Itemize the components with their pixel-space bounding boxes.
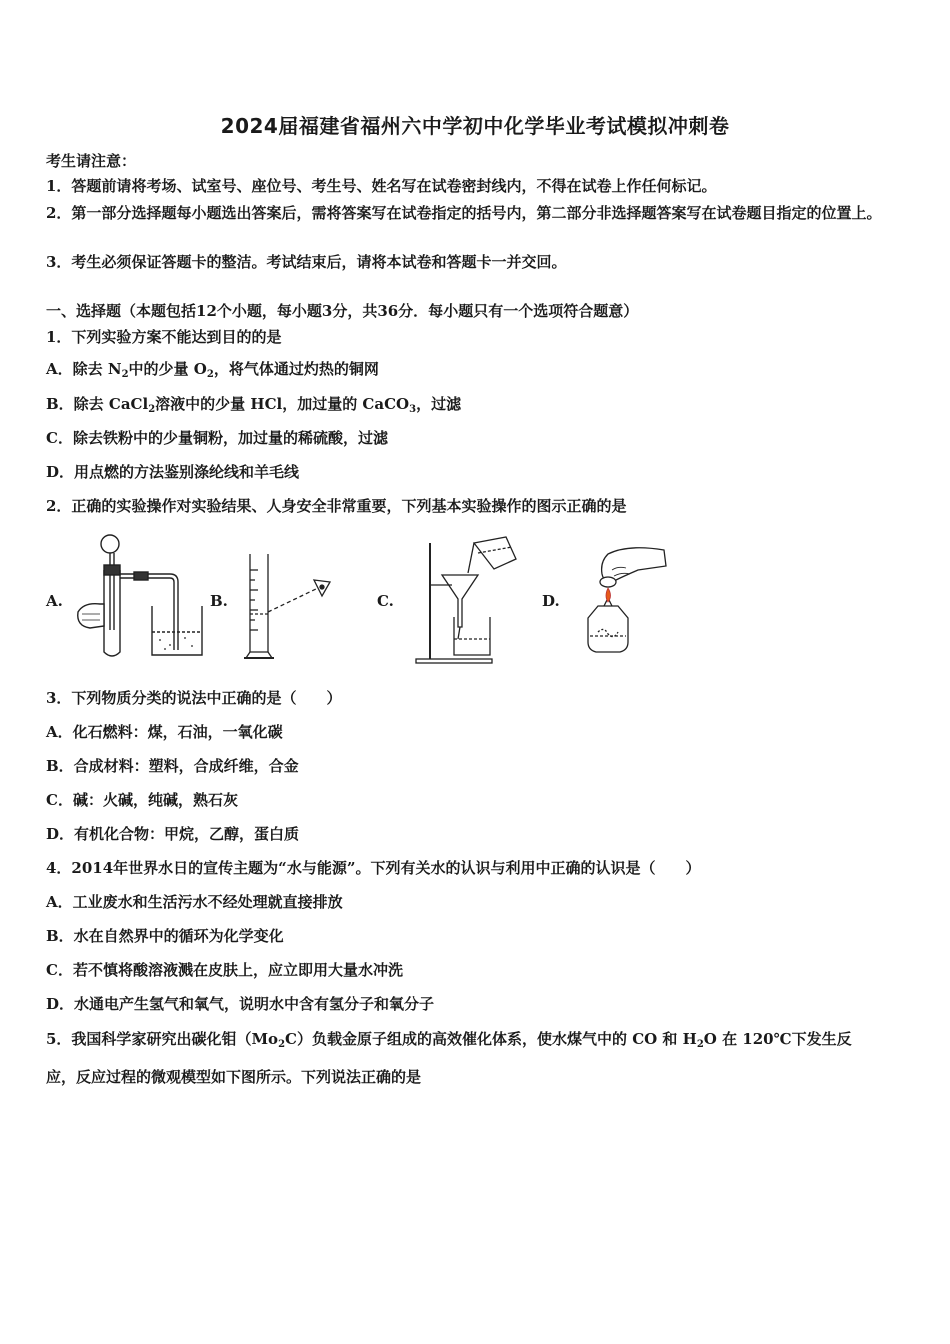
q1-option-d: D．用点燃的方法鉴别涤纶线和羊毛线 <box>46 463 300 481</box>
q4-stem: 4．2014年世界水日的宣传主题为“水与能源”。下列有关水的认识与利用中正确的认识是（ ） <box>46 859 701 877</box>
q4-option-c: C．若不慎将酸溶液溅在皮肤上，应立即用大量水冲洗 <box>46 961 403 979</box>
apparatus-c-figure <box>412 535 527 665</box>
q1-option-a: A．除去 $N_2$中的少量 $O_2$，将气体通过灼热的铜网 <box>46 360 379 380</box>
q3-stem: 3．下列物质分类的说法中正确的是（ ） <box>46 689 342 707</box>
q2-label-d: D. <box>542 592 560 610</box>
notice-item-2: 2．第一部分选择题每小题选出答案后，需将答案写在试卷指定的括号内，第二部分非选择题答案写在试卷题目指定的位置上。 <box>46 204 882 222</box>
q1-option-b: B．除去 CaCl$_2$溶液中的少量 HCl，加过量的 CaCO$_3$，过滤 <box>46 395 462 415</box>
notice-item-1: 1．答题前请将考场、试室号、座位号、考生号、姓名写在试卷密封线内，不得在试卷上作任何标记。 <box>46 177 717 195</box>
notice-heading: 考生请注意： <box>46 152 137 170</box>
q5-stem-line-2: 应，反应过程的微观模型如下图所示。下列说法正确的是 <box>46 1068 422 1086</box>
section-heading: 一、选择题（本题包括12个小题，每小题3分，共36分．每小题只有一个选项符合题意） <box>46 302 639 320</box>
apparatus-d-figure <box>568 540 673 665</box>
q2-label-b: B. <box>210 592 228 610</box>
q3-option-a: A．化石燃料：煤，石油，一氧化碳 <box>46 723 283 741</box>
q4-option-a: A．工业废水和生活污水不经处理就直接排放 <box>46 893 343 911</box>
q2-label-c: C. <box>377 592 394 610</box>
notice-item-3: 3．考生必须保证答题卡的整洁。考试结束后，请将本试卷和答题卡一并交回。 <box>46 253 567 271</box>
page-title: 2024届福建省福州六中学初中化学毕业考试模拟冲刺卷 <box>220 114 730 138</box>
apparatus-b-figure <box>238 550 338 665</box>
q2-stem: 2．正确的实验操作对实验结果、人身安全非常重要，下列基本实验操作的图示正确的是 <box>46 497 627 515</box>
q3-option-c: C．碱：火碱，纯碱，熟石灰 <box>46 791 238 809</box>
q1-option-c: C．除去铁粉中的少量铜粉，加过量的稀硫酸，过滤 <box>46 429 388 447</box>
q2-label-a: A. <box>46 592 63 610</box>
q3-option-b: B．合成材料：塑料，合成纤维，合金 <box>46 757 299 775</box>
q4-option-d: D．水通电产生氢气和氧气，说明水中含有氢分子和氧分子 <box>46 995 435 1013</box>
q1-stem: 1．下列实验方案不能达到目的的是 <box>46 328 282 346</box>
apparatus-a-figure <box>70 530 210 665</box>
q5-stem-line-1: 5．我国科学家研究出碳化钼$(Mo_2C)$负载金原子组成的高效催化体系，使水煤气中的 CO 和 $H_2O$ 在 120℃下发生反 <box>46 1030 852 1050</box>
q3-option-d: D．有机化合物：甲烷，乙醇，蛋白质 <box>46 825 300 843</box>
q4-option-b: B．水在自然界中的循环为化学变化 <box>46 927 284 945</box>
